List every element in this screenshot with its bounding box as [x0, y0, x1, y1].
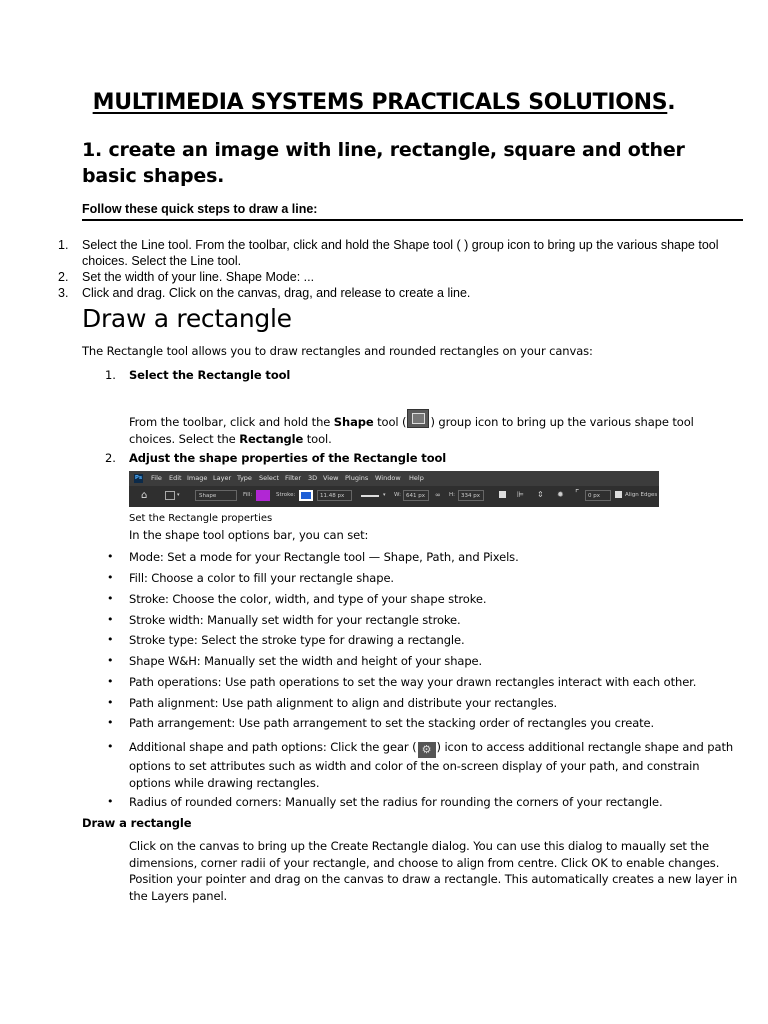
home-icon[interactable]: ⌂ [141, 490, 148, 501]
menu-item[interactable]: Layer [213, 474, 232, 482]
document-title: MULTIMEDIA SYSTEMS PRACTICALS SOLUTIONS. [92, 90, 676, 115]
figure-caption: Set the Rectangle properties [129, 513, 273, 524]
bullet-icon: • [107, 633, 114, 646]
menu-item[interactable]: Edit [169, 474, 182, 482]
step-title: Adjust the shape properties of the Rectangle tool [129, 451, 447, 465]
menu-item[interactable]: Window [375, 474, 401, 482]
step-number: 2. [105, 451, 116, 465]
fill-label: Fill: [243, 492, 253, 498]
align-edges-label: Align Edges [625, 492, 658, 498]
corner-radius-icon: ⌜ [575, 489, 580, 499]
list-item: • Fill: Choose a color to fill your rectangle shape. [107, 571, 394, 585]
list-item: • Path alignment: Use path alignment to align and distribute your rectangles. [107, 696, 558, 710]
align-edges-checkbox[interactable] [615, 491, 622, 498]
gear-icon[interactable]: ✹ [557, 490, 564, 499]
chevron-down-icon[interactable]: ▾ [383, 492, 386, 498]
menu-item[interactable]: Help [409, 474, 424, 482]
fill-swatch[interactable] [256, 490, 270, 501]
bullet-icon: • [107, 613, 114, 626]
draw-rectangle-paragraph: Click on the canvas to bring up the Create Rectangle dialog. You can use this dialog to maually set the dimensions, corner radii of your rectangle, and choose to align from centre. Click OK to enable changes. Position your pointer and drag on the canvas to draw a rectangle. This automatically creates a new layer in the Layers panel. [129, 839, 738, 903]
steps-heading: Follow these quick steps to draw a line: [82, 202, 318, 216]
heading-rule [82, 219, 743, 221]
step-number: 1. [105, 368, 116, 382]
list-item: • Mode: Set a mode for your Rectangle tool — Shape, Path, and Pixels. [107, 550, 519, 564]
menu-item[interactable]: Select [259, 474, 280, 482]
bullet-icon: • [107, 740, 114, 753]
height-field[interactable]: 334 px [458, 490, 484, 501]
photoshop-toolbar-screenshot [129, 471, 659, 507]
bullet-icon: • [107, 795, 114, 808]
menu-item[interactable]: File [151, 474, 162, 482]
bullet-icon: • [107, 696, 114, 709]
menu-item[interactable]: View [323, 474, 339, 482]
path-arrangement-icon[interactable]: ⇕ [537, 490, 544, 499]
list-item: • Stroke type: Select the stroke type for drawing a rectangle. [107, 633, 465, 647]
list-item: • Additional shape and path options: Click the gear ( ⚙ ) icon to access additional rectangle shape and path options to set attributes such as width and color of the on-screen display of your path, and constrain options while drawing rectangles. [107, 740, 734, 790]
intro-paragraph: The Rectangle tool allows you to draw rectangles and rounded rectangles on your canvas: [82, 344, 593, 358]
path-operations-icon[interactable] [499, 491, 506, 498]
app-icon: Ps [134, 475, 143, 481]
list-item: • Path arrangement: Use path arrangement to set the stacking order of rectangles you create. [107, 716, 655, 730]
menu-item[interactable]: Filter [285, 474, 302, 482]
radius-field[interactable]: 0 px [585, 490, 611, 501]
mode-select[interactable]: Shape [195, 490, 237, 501]
width-field[interactable]: 641 px [403, 490, 429, 501]
stroke-swatch[interactable] [299, 490, 313, 501]
bullet-icon: • [107, 716, 114, 729]
options-bar [129, 486, 659, 507]
bullet-icon: • [107, 571, 114, 584]
menu-bar [129, 471, 659, 486]
section-heading: Draw a rectangle [82, 816, 192, 830]
bullet-icon: • [107, 675, 114, 688]
menu-item[interactable]: Type [237, 474, 252, 482]
shape-tool-icon [407, 409, 429, 428]
list-item: • Stroke width: Manually set width for your rectangle stroke. [107, 613, 461, 627]
lead-paragraph: In the shape tool options bar, you can set: [129, 528, 369, 542]
list-item: • Path operations: Use path operations to set the way your drawn rectangles interact with each other. [107, 675, 697, 689]
heading-2: Draw a rectangle [82, 304, 292, 333]
heading-1: 1. create an image with line, rectangle, square and other basic shapes. [82, 139, 685, 187]
bullet-icon: • [107, 592, 114, 605]
list-item: • Shape W&H: Manually set the width and height of your shape. [107, 654, 483, 668]
gear-icon: ⚙ [418, 742, 436, 758]
link-icon[interactable]: ∞ [435, 491, 441, 499]
height-label: H: [449, 492, 455, 498]
stroke-width-field[interactable]: 11.48 px [317, 490, 352, 501]
menu-item[interactable]: Plugins [345, 474, 369, 482]
list-item: • Stroke: Choose the color, width, and type of your shape stroke. [107, 592, 487, 606]
step-title: Select the Rectangle tool [129, 368, 291, 382]
rectangle-tool-icon[interactable] [165, 491, 175, 500]
list-item: • Radius of rounded corners: Manually set the radius for rounding the corners of your rectangle. [107, 795, 663, 809]
menu-item[interactable]: 3D [308, 474, 318, 482]
chevron-down-icon[interactable]: ▾ [177, 492, 180, 498]
step1-paragraph: From the toolbar, click and hold the Shape tool ( ) group icon to bring up the various shape tool choices. Select the Rectangle tool. [129, 409, 729, 447]
width-label: W: [394, 492, 401, 498]
bullet-icon: • [107, 654, 114, 667]
bullet-icon: • [107, 550, 114, 563]
stroke-label: Stroke: [276, 492, 296, 498]
stroke-type-icon[interactable] [361, 495, 379, 497]
menu-item[interactable]: Image [187, 474, 208, 482]
path-alignment-icon[interactable]: ⊫ [517, 490, 524, 499]
